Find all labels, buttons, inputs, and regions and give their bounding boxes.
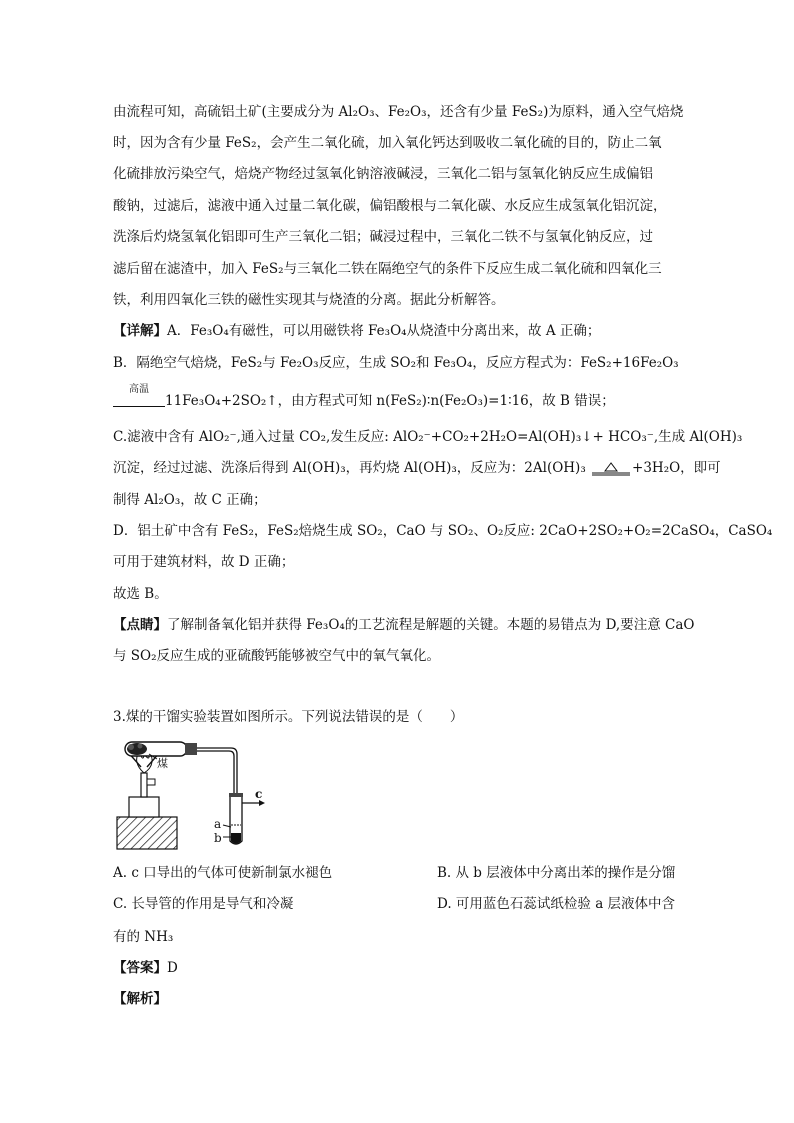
option-d-line-2: 有的 NH₃ (113, 929, 174, 945)
detail-option-a: A．Fe₃O₄有磁性，可以用磁铁将 Fe₃O₄从烧渣中分离出来，故 A 正确； (167, 323, 601, 339)
detail-option-d-line-1: D．铝土矿中含有 FeS₂，FeS₂焙烧生成 SO₂，CaO 与 SO₂、O₂反应: 2CaO+2SO₂+O₂=2CaSO₄，CaSO₄ (113, 523, 773, 539)
high-temp-label: 高温 (129, 384, 149, 395)
detail-option-c-line-3: 制得 Al₂O₃，故 C 正确； (113, 492, 267, 508)
layer-b-label: b (214, 831, 222, 845)
detail-option-c-line-1: C.滤液中含有 AlO₂⁻,通入过量 CO₂,发生反应: AlO₂⁻+CO₂+2H₂O=Al(OH)₃↓+ HCO₃⁻,生成 Al(OH)₃ (113, 429, 743, 445)
layer-a-label: a (214, 817, 222, 831)
analysis-line-7: 铁，利用四氧化三铁的磁性实现其与烧渣的分离。据此分析解答。 (113, 292, 505, 308)
detail-option-c-line-2b: +3H₂O，即可 (632, 460, 721, 476)
option-d-line-1: D. 可用蓝色石蕊试纸检验 a 层液体中含 (437, 896, 676, 912)
coal-distillation-apparatus-figure (113, 739, 293, 851)
analysis-line-2: 时，因为含有少量 FeS₂，会产生二氧化硫，加入氧化钙达到吸收二氧化硫的目的，防止二氧 (113, 135, 662, 151)
question-stem: 3.煤的干馏实验装置如图所示。下列说法错误的是（ ） (113, 709, 464, 725)
note-label: 【点睛】 (113, 617, 167, 633)
detail-label: 【详解】 (113, 323, 167, 339)
option-a: A. c 口导出的气体可使新制氯水褪色 (113, 865, 333, 881)
coal-label: 煤 (157, 757, 168, 770)
detail-option-c-line-2a: 沉淀，经过过滤、洗涤后得到 Al(OH)₃，再灼烧 Al(OH)₃，反应为：2Al(OH)₃ (113, 460, 586, 476)
detail-choice: 故选 B。 (113, 586, 168, 602)
option-b: B. 从 b 层液体中分离出苯的操作是分馏 (437, 865, 676, 881)
note-line-1: 了解制备氧化铝并获得 Fe₃O₄的工艺流程是解题的关键。本题的易错点为 D,要注意 CaO (167, 617, 695, 633)
outlet-c-label: c (255, 787, 263, 801)
analysis-line-3: 化硫排放污染空气，焙烧产物经过氢氧化钠溶液碱浸，三氧化二铝与氢氧化钠反应生成偏铝 (113, 166, 653, 182)
note-line-2: 与 SO₂反应生成的亚硫酸钙能够被空气中的氧气氧化。 (113, 648, 441, 664)
answer-value: D (167, 960, 178, 976)
analysis-line-6: 滤后留在滤渣中，加入 FeS₂与三氧化二铁在隔绝空气的条件下反应生成二氧化硫和四氧化三 (113, 261, 662, 277)
detail-option-b-line-2: 11Fe₃O₄+2SO₂↑，由方程式可知 n(FeS₂)∶n(Fe₂O₃)=1∶16，故 B 错误； (165, 393, 615, 409)
analysis-label: 【解析】 (113, 991, 167, 1007)
analysis-line-4: 酸钠，过滤后，滤液中通入过量二氧化碳，偏铝酸根与二氧化碳、水反应生成氢氧化铝沉淀， (113, 198, 667, 214)
option-c: C. 长导管的作用是导气和冷凝 (113, 896, 294, 912)
analysis-line-5: 洗涤后灼烧氢氧化铝即可生产三氧化二铝；碱浸过程中，三氧化二铁不与氢氧化钠反应，过 (113, 229, 653, 245)
detail-option-b-line-1: B．隔绝空气焙烧，FeS₂与 Fe₂O₃反应，生成 SO₂和 Fe₃O₄，反应方程式为：FeS₂+16Fe₂O₃ (113, 355, 679, 371)
analysis-line-1: 由流程可知，高硫铝土矿(主要成分为 Al₂O₃、Fe₂O₃，还含有少量 FeS₂)为原料，通入空气焙烧 (113, 104, 684, 120)
detail-option-d-line-2: 可用于建筑材料，故 D 正确； (113, 554, 295, 570)
reaction-condition (113, 384, 165, 410)
answer-label: 【答案】 (113, 960, 167, 976)
heating-triangle-icon (590, 462, 632, 476)
